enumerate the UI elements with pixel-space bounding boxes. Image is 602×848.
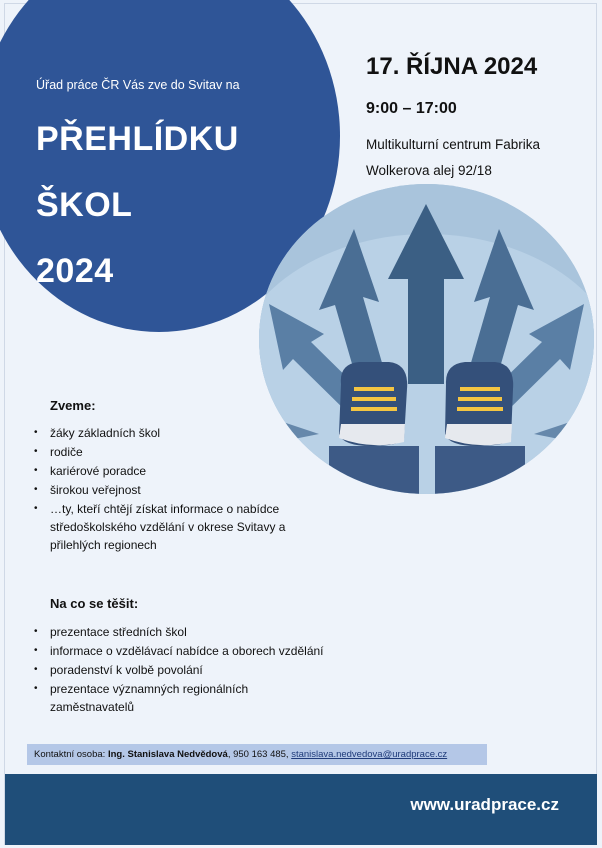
title-line-1: PŘEHLÍDKU — [36, 120, 239, 158]
title-line-3: 2024 — [36, 252, 114, 290]
bullet-icon: • — [34, 484, 38, 495]
list-item: • širokou veřejnost — [34, 483, 141, 497]
title-line-2: ŠKOL — [36, 186, 133, 224]
invited-list — [34, 424, 324, 555]
list-item: • prezentace významných regionálních zaměstnavatelů — [34, 682, 249, 714]
website-link[interactable]: www.uradprace.cz — [410, 795, 559, 814]
contact-bar — [27, 744, 487, 765]
left-shoe-icon — [339, 362, 407, 446]
event-venue: Multikulturní centrum Fabrika — [366, 137, 541, 152]
bullet-icon: • — [34, 465, 38, 476]
list-item: • rodiče — [34, 445, 83, 459]
bullet-icon: • — [34, 446, 38, 457]
contact-email-link[interactable]: stanislava.nedvedova@uradprace.cz — [291, 749, 448, 760]
jeans-right — [435, 446, 525, 494]
list-item: • kariérové poradce — [34, 464, 147, 478]
list-item: • informace o vzdělávací nabídce a oborech vzdělání — [34, 644, 324, 658]
invite-text: Úřad práce ČR Vás zve do Svitav na — [36, 78, 240, 92]
contact-label: Kontaktní osoba: — [34, 749, 106, 760]
invited-heading: Zveme: — [50, 398, 96, 413]
footer-band — [5, 774, 597, 845]
jeans-left — [329, 446, 419, 494]
contact-phone: , 950 163 485, — [227, 749, 292, 760]
event-time: 9:00 – 17:00 — [366, 100, 457, 117]
bullet-icon: • — [34, 503, 38, 514]
list-item: • …ty, kteří chtějí získat informace o nabídce středoškolského vzdělání v okrese Svitavy a přilehlých regionech — [34, 502, 286, 552]
list-item: • prezentace středních škol — [34, 625, 187, 639]
bullet-icon: • — [34, 645, 38, 656]
bullet-icon: • — [34, 664, 38, 675]
list-item: • žáky základních škol — [34, 426, 161, 440]
event-date: 17. ŘÍJNA 2024 — [366, 53, 538, 80]
bullet-icon: • — [34, 683, 38, 694]
program-list — [34, 623, 354, 717]
list-item: • poradenství k volbě povolání — [34, 663, 203, 677]
right-shoe-icon — [445, 362, 513, 446]
program-heading: Na co se těšit: — [50, 596, 139, 611]
contact-name: Ing. Stanislava Nedvědová — [107, 749, 228, 760]
bullet-icon: • — [34, 427, 38, 438]
bullet-icon: • — [34, 626, 38, 637]
event-address: Wolkerova alej 92/18 — [366, 163, 492, 178]
